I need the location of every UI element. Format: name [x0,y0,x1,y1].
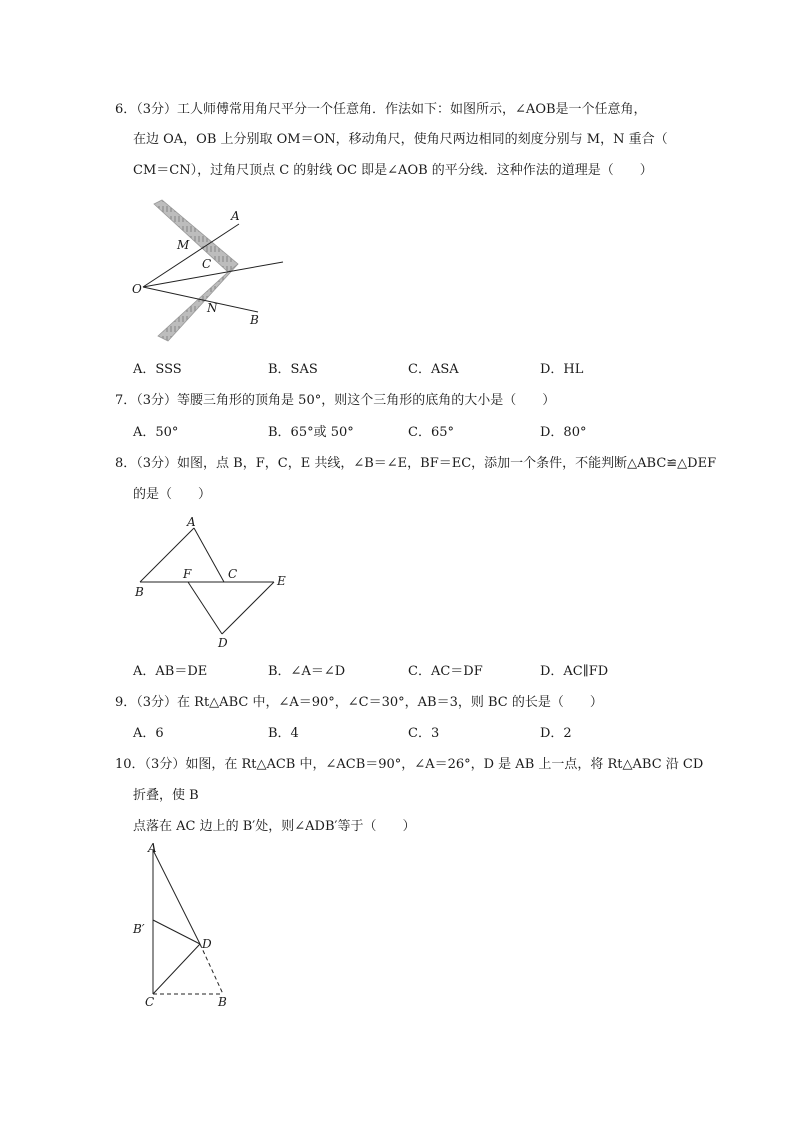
q10-text-line1: 10．（3分）如图，在 Rt△ACB 中，∠ACB＝90°，∠A＝26°，D 是 AB 上一点，将 Rt△ABC 沿 CD [115,757,704,772]
label-a: A [148,841,157,855]
q7-option-c[interactable]: C．65° [408,425,454,440]
label-c: C [145,995,155,1009]
q6-option-d[interactable]: D．HL [540,362,584,377]
q6-text-line3: CM＝CN），过角尺顶点 C 的射线 OC 即是∠AOB 的平分线．这种作法的道理是（ ） [133,163,653,178]
q6-figure-angle-ruler [130,196,295,346]
ray-oc [143,262,283,287]
label-o: O [132,282,142,296]
q9-option-d[interactable]: D．2 [540,726,572,741]
label-d: D [218,636,228,650]
segment-bprime-d [153,920,200,944]
q6-text-line1: 6．（3分）工人师傅常用角尺平分一个任意角．作法如下：如图所示，∠AOB是一个任意角， [115,102,647,117]
q8-figure-triangles [128,512,298,652]
q9-option-b[interactable]: B．4 [268,726,299,741]
q10-figure-fold [125,838,245,1018]
ruler-lower-arm [158,264,238,341]
segment-cd [153,944,200,994]
q6-option-a[interactable]: A．SSS [133,362,182,377]
label-d: D [202,937,212,951]
label-b: B [218,995,227,1009]
q6-option-b[interactable]: B．SAS [268,362,318,377]
dashed-db [200,944,223,994]
q6-option-c[interactable]: C．ASA [408,362,459,377]
q8-option-c[interactable]: C．AC＝DF [408,664,483,679]
q8-text-line1: 8．（3分）如图，点 B，F，C，E 共线，∠B＝∠E，BF＝EC，添加一个条件，不能判断△ABC≌△DEF [115,456,717,471]
q9-option-a[interactable]: A．6 [133,726,164,741]
label-f: F [183,567,192,581]
q7-option-d[interactable]: D．80° [540,425,587,440]
q7-text-line1: 7．（3分）等腰三角形的顶角是 50°，则这个三角形的底角的大小是（ ） [115,393,556,408]
label-a: A [187,515,196,529]
segment-de [222,582,274,634]
ray-ob [143,287,258,312]
segment-ad [153,850,200,944]
q10-text-line3: 点落在 AC 边上的 B′处，则∠ADB′等于（ ） [133,819,416,834]
q8-option-b[interactable]: B．∠A＝∠D [268,664,346,679]
q9-text-line1: 9．（3分）在 Rt△ABC 中，∠A＝90°，∠C＝30°，AB＝3，则 BC 的长是（ ） [115,695,603,710]
segment-fd [188,582,222,634]
q10-text-line2: 折叠，使 B [133,788,199,803]
label-a: A [231,209,240,223]
q7-option-b[interactable]: B．65°或 50° [268,425,354,440]
label-n: N [207,301,218,315]
q8-text-line2: 的是（ ） [133,487,212,502]
q8-option-d[interactable]: D．AC∥FD [540,664,609,679]
segment-ac [194,528,224,582]
q7-option-a[interactable]: A．50° [133,425,179,440]
label-c: C [228,567,238,581]
label-b: B [250,313,259,327]
label-c: C [202,257,212,271]
ruler-upper-arm [154,200,238,272]
label-m: M [177,238,190,252]
q9-option-c[interactable]: C．3 [408,726,440,741]
label-b: B [135,585,144,599]
q6-text-line2: 在边 OA，OB 上分别取 OM＝ON，移动角尺，使角尺两边相同的刻度分别与 M，N 重合（ [133,132,668,147]
q8-option-a[interactable]: A．AB＝DE [133,664,208,679]
label-e: E [277,574,286,588]
label-b-prime: B′ [133,922,145,936]
